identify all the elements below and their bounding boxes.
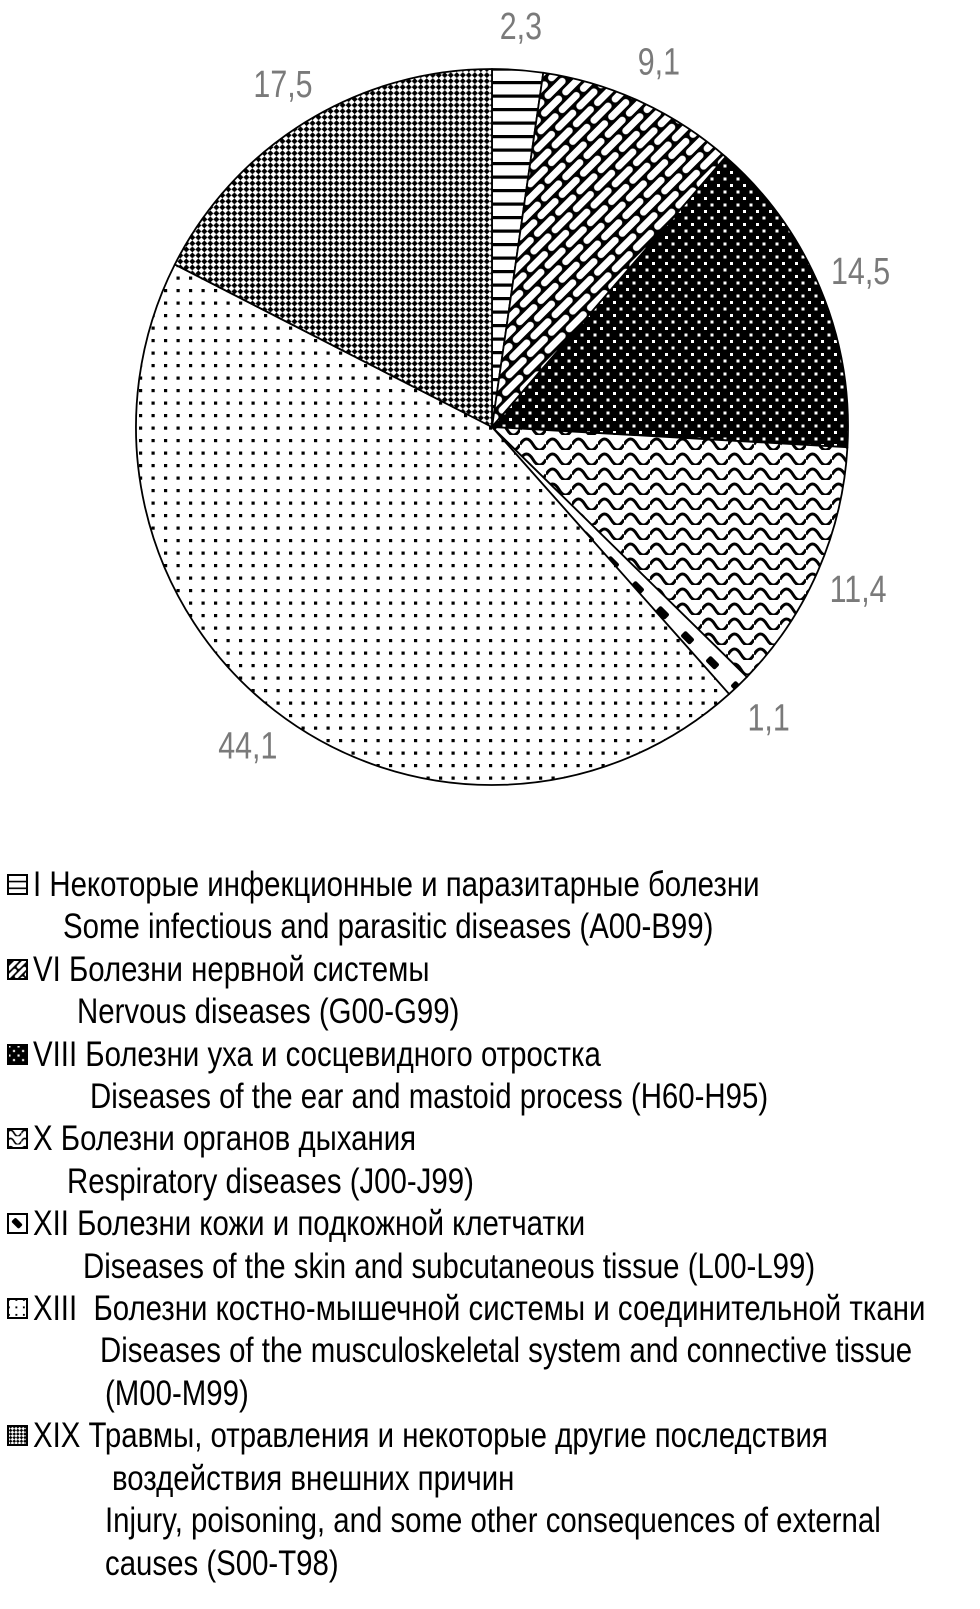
legend-continuation-line (0, 1543, 980, 1585)
legend-text: Diseases of the musculoskeletal system and connective tissue (100, 1331, 913, 1371)
slice-value-label-X: 11,4 (829, 568, 887, 611)
legend-continuation-line (0, 906, 980, 948)
legend-swatch-XIII (7, 1298, 28, 1319)
legend-item-XIII (0, 1288, 980, 1330)
legend-continuation-line (0, 1076, 980, 1118)
legend-item-VIII (0, 1034, 980, 1076)
legend-text: VI Болезни нервной системы (33, 949, 430, 989)
legend-swatch-X (7, 1128, 28, 1149)
legend-text: Respiratory diseases (J00-J99) (67, 1161, 474, 1201)
legend-text: XII Болезни кожи и подкожной клетчатки (33, 1204, 586, 1244)
legend-text: Injury, poisoning, and some other consequences of external (105, 1501, 881, 1541)
legend-item-XII (0, 1203, 980, 1245)
legend-text: Diseases of the ear and mastoid process (H60-H95) (90, 1077, 769, 1117)
legend-item-XIX (0, 1415, 980, 1457)
legend-text: Nervous diseases (G00-G99) (77, 992, 460, 1032)
legend-swatch-I (7, 874, 28, 895)
legend-text: VIII Болезни уха и сосцевидного отростка (33, 1034, 601, 1074)
slice-value-label-I: 2,3 (499, 5, 543, 48)
legend-swatch-VIII (7, 1044, 28, 1065)
legend-text: causes (S00-T98) (105, 1543, 339, 1583)
legend-continuation-line (0, 1373, 980, 1415)
slice-value-label-VI: 9,1 (637, 41, 681, 84)
legend-text: Some infectious and parasitic diseases (A00-B99) (63, 907, 714, 947)
legend-item-I (0, 864, 980, 906)
slice-value-label-XII: 1,1 (747, 697, 790, 740)
legend-continuation-line (0, 1458, 980, 1500)
chart-legend (0, 864, 980, 1585)
legend-continuation-line (0, 991, 980, 1033)
legend-text: XIII Болезни костно-мышечной системы и соединительной ткани (33, 1289, 926, 1329)
pie-slices (136, 69, 848, 785)
legend-item-X (0, 1118, 980, 1160)
slice-value-label-XIX: 17,5 (253, 64, 313, 107)
legend-continuation-line (0, 1161, 980, 1203)
legend-continuation-line (0, 1330, 980, 1372)
legend-swatch-XIX (7, 1425, 28, 1446)
legend-text: XIX Травмы, отравления и некоторые другие последствия (33, 1416, 828, 1456)
legend-text: I Некоторые инфекционные и паразитарные болезни (33, 865, 760, 904)
legend-text: (M00-M99) (105, 1373, 249, 1413)
slice-value-label-XIII: 44,1 (218, 725, 278, 768)
legend-swatch-XII (7, 1213, 28, 1234)
slice-value-label-VIII: 14,5 (831, 250, 891, 293)
legend-swatch-VI (7, 959, 28, 980)
legend-text: Diseases of the skin and subcutaneous tissue (L00-L99) (83, 1246, 816, 1286)
legend-continuation-line (0, 1500, 980, 1542)
legend-text: воздействия внешних причин (112, 1458, 515, 1498)
legend-item-VI (0, 949, 980, 991)
legend-continuation-line (0, 1246, 980, 1288)
legend-text: X Болезни органов дыхания (33, 1119, 417, 1159)
